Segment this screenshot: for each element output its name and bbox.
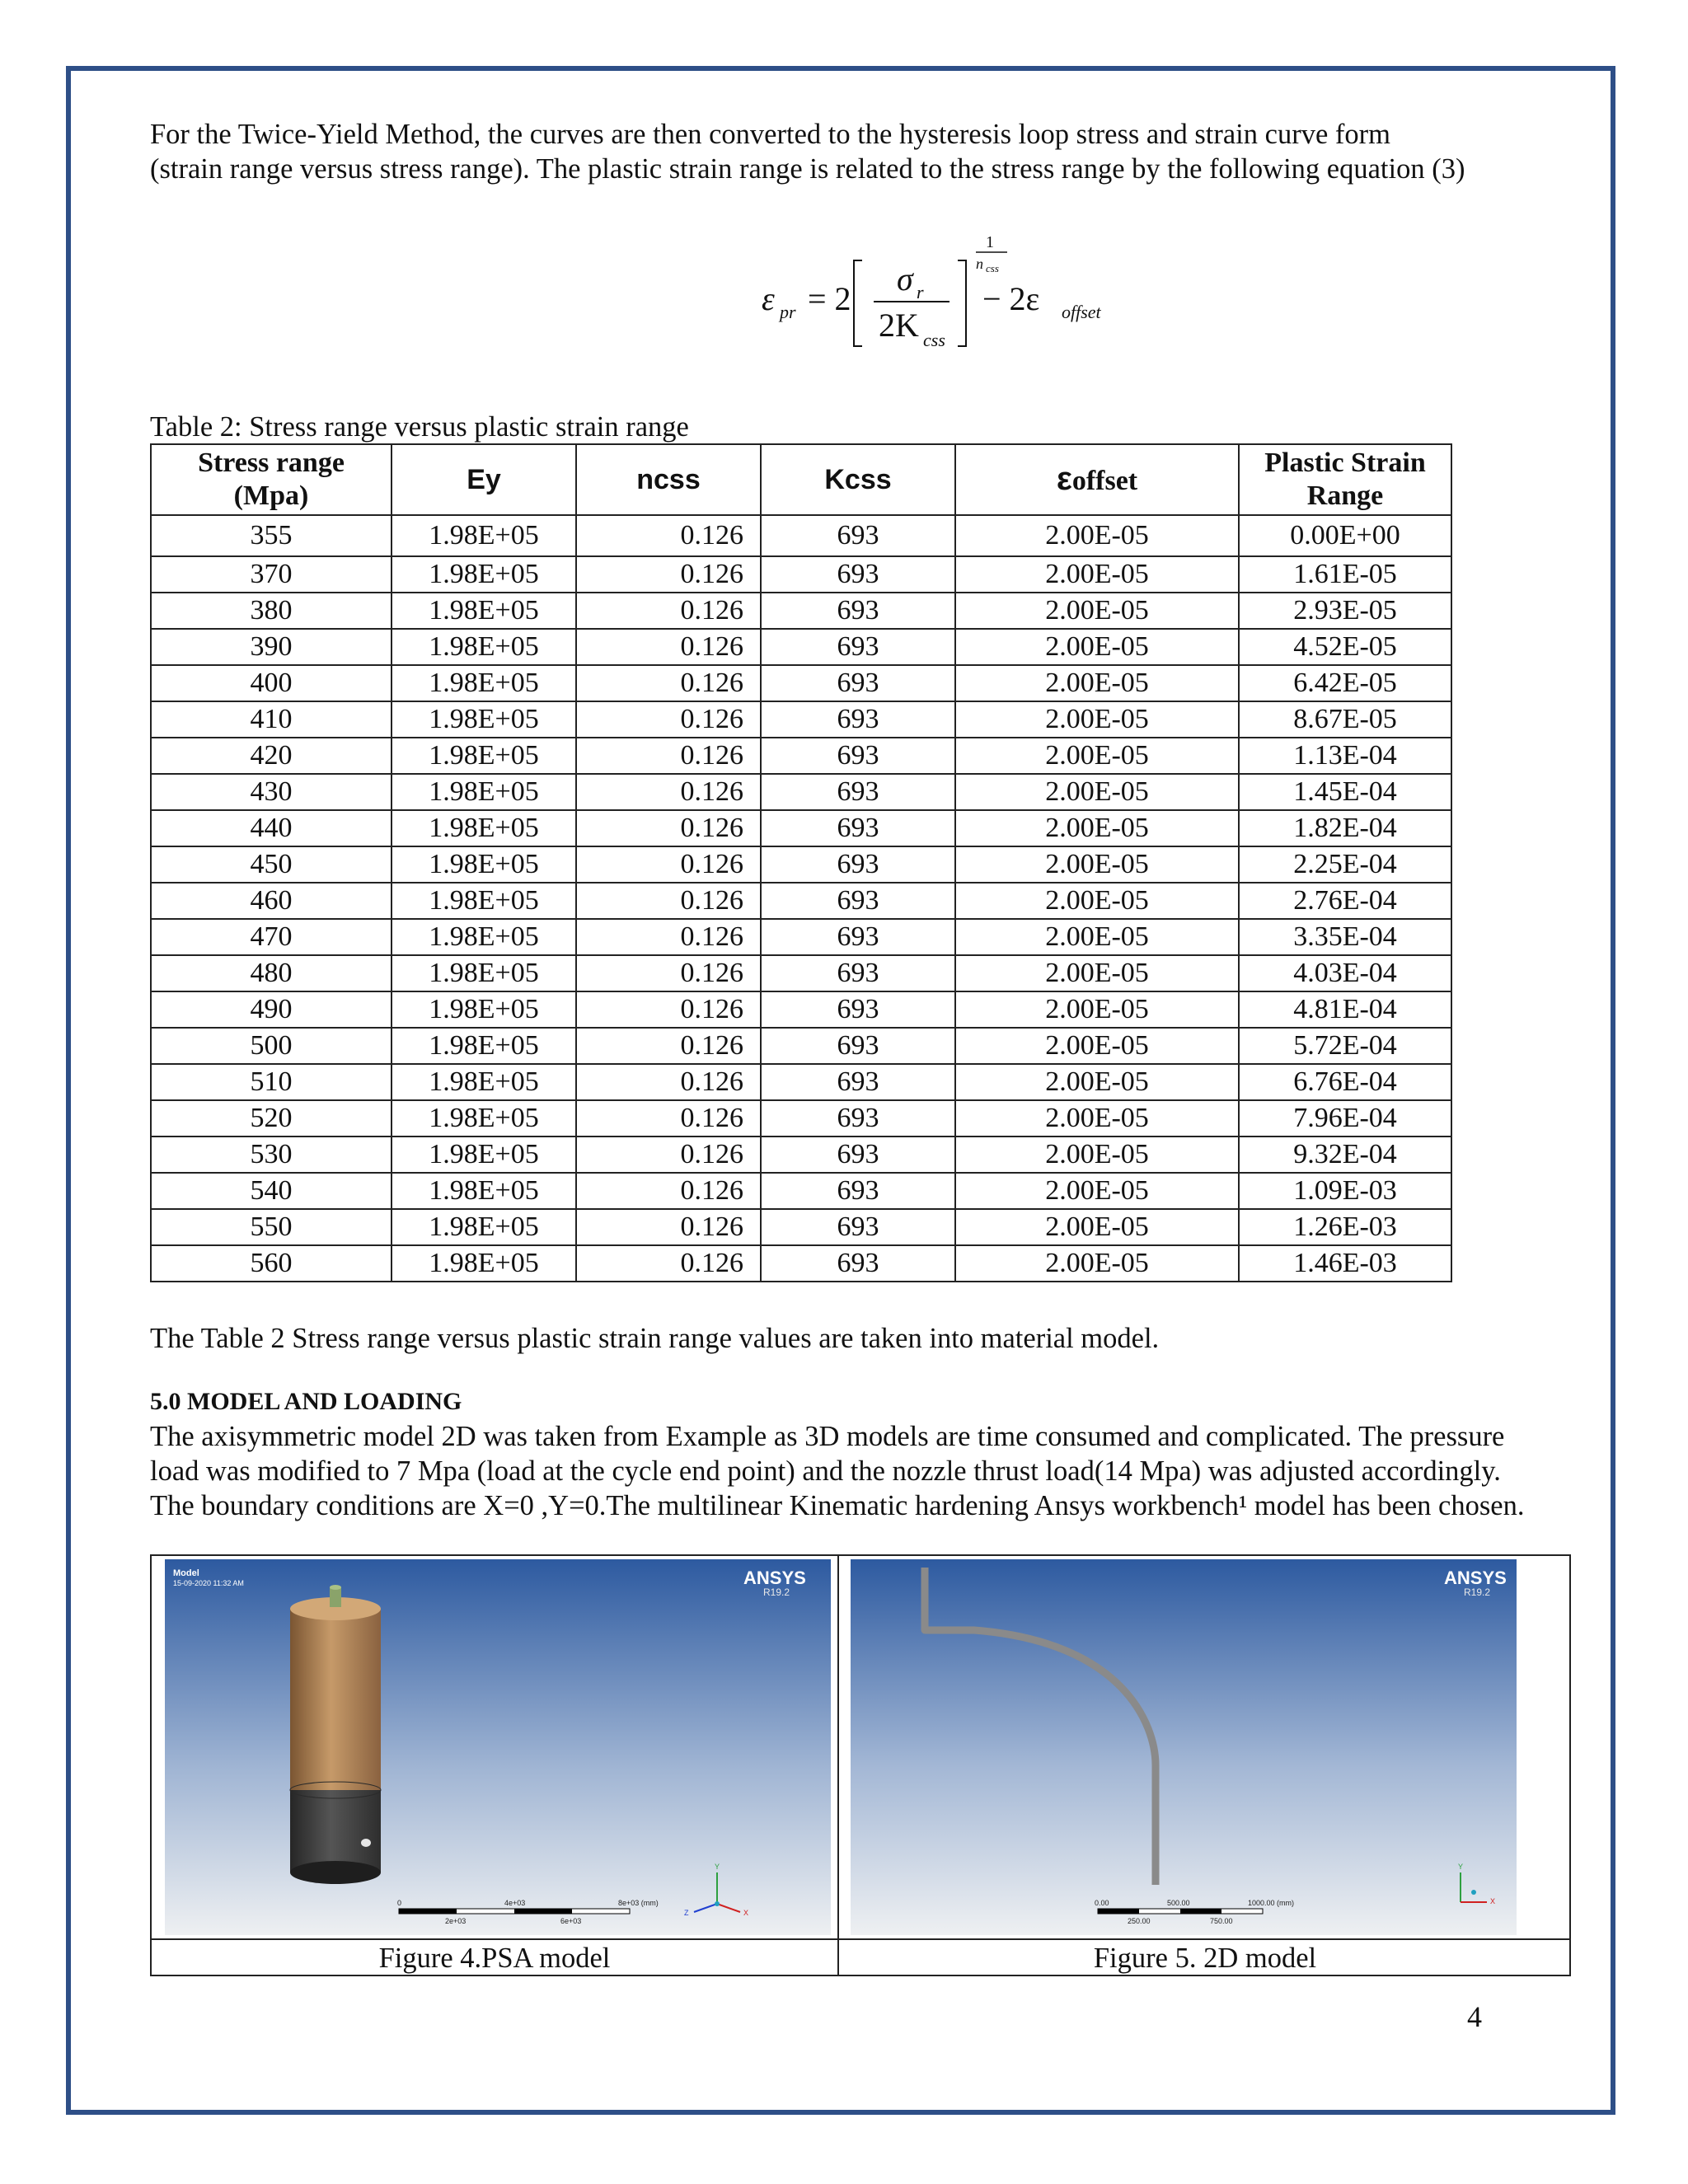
- cell-plastic-strain: 4.52E-05: [1239, 629, 1451, 665]
- cell-ey: 1.98E+05: [392, 1064, 576, 1100]
- cell-epsilon-offset: 2.00E-05: [955, 1245, 1239, 1282]
- scale-bottom-0: 250.00: [1128, 1917, 1151, 1925]
- cell-ey: 1.98E+05: [392, 883, 576, 919]
- eq-offset-sub: offset: [1062, 302, 1101, 322]
- cell-ncss: 0.126: [576, 955, 761, 991]
- cell-plastic-strain: 1.09E-03: [1239, 1173, 1451, 1209]
- cell-stress-range: 410: [151, 701, 392, 738]
- cell-stress-range: 500: [151, 1028, 392, 1064]
- cell-plastic-strain: 1.13E-04: [1239, 738, 1451, 774]
- cell-stress-range: 450: [151, 846, 392, 883]
- scale-bottom-1: 750.00: [1210, 1917, 1233, 1925]
- axis-y-label: Y: [1458, 1863, 1464, 1871]
- cell-epsilon-offset: 2.00E-05: [955, 1173, 1239, 1209]
- eq-sigma-sub: r: [917, 282, 924, 302]
- cell-plastic-strain: 8.67E-05: [1239, 701, 1451, 738]
- table-row: [151, 955, 1451, 991]
- header-stress-range: [151, 444, 392, 515]
- scale-top-0: 0: [397, 1899, 402, 1907]
- header-kcss: Kcss: [761, 444, 955, 515]
- cell-kcss: 693: [761, 774, 955, 810]
- eq-exponent-den-sub: css: [986, 262, 999, 274]
- cell-plastic-strain: 1.61E-05: [1239, 556, 1451, 593]
- cell-ncss: 0.126: [576, 919, 761, 955]
- table-row: [151, 846, 1451, 883]
- figure-caption-rule: [152, 1938, 1569, 1940]
- cell-ey: 1.98E+05: [392, 810, 576, 846]
- cell-ncss: 0.126: [576, 774, 761, 810]
- cell-ncss: 0.126: [576, 593, 761, 629]
- cell-plastic-strain: 9.32E-04: [1239, 1137, 1451, 1173]
- cell-kcss: 693: [761, 1209, 955, 1245]
- table-row: [151, 556, 1451, 593]
- table-row: [151, 701, 1451, 738]
- cell-ncss: 0.126: [576, 1137, 761, 1173]
- cell-epsilon-offset: 2.00E-05: [955, 810, 1239, 846]
- cell-stress-range: 510: [151, 1064, 392, 1100]
- cell-kcss: 693: [761, 593, 955, 629]
- cell-epsilon-offset: 2.00E-05: [955, 919, 1239, 955]
- cell-plastic-strain: 0.00E+00: [1239, 515, 1451, 556]
- cell-kcss: 693: [761, 515, 955, 556]
- scale-top-1: 4e+03: [504, 1899, 526, 1907]
- cell-kcss: 693: [761, 629, 955, 665]
- cell-stress-range: 530: [151, 1137, 392, 1173]
- cell-plastic-strain: 2.93E-05: [1239, 593, 1451, 629]
- header-stress-line1: Stress range: [198, 448, 345, 478]
- cell-ncss: 0.126: [576, 1245, 761, 1282]
- header-plastic-strain: [1239, 444, 1451, 515]
- cell-ncss: 0.126: [576, 629, 761, 665]
- eq-left-bracket: [854, 260, 862, 346]
- eq-denominator: 2K: [879, 307, 919, 344]
- cell-ey: 1.98E+05: [392, 991, 576, 1028]
- cell-kcss: 693: [761, 701, 955, 738]
- cell-ey: 1.98E+05: [392, 1245, 576, 1282]
- model-timestamp: 15-09-2020 11:32 AM: [173, 1579, 244, 1587]
- cell-ncss: 0.126: [576, 701, 761, 738]
- table-row: [151, 1137, 1451, 1173]
- eq-sigma: σ: [897, 260, 913, 298]
- cell-kcss: 693: [761, 738, 955, 774]
- cell-stress-range: 480: [151, 955, 392, 991]
- cell-plastic-strain: 1.45E-04: [1239, 774, 1451, 810]
- cell-stress-range: 400: [151, 665, 392, 701]
- cell-epsilon-offset: 2.00E-05: [955, 846, 1239, 883]
- cell-kcss: 693: [761, 810, 955, 846]
- cell-stress-range: 440: [151, 810, 392, 846]
- cell-ey: 1.98E+05: [392, 593, 576, 629]
- cell-ey: 1.98E+05: [392, 1100, 576, 1137]
- ansys-logo: ANSYS: [743, 1568, 806, 1588]
- cell-kcss: 693: [761, 1100, 955, 1137]
- nozzle: [330, 1587, 341, 1607]
- cell-epsilon-offset: 2.00E-05: [955, 883, 1239, 919]
- cell-stress-range: 460: [151, 883, 392, 919]
- eq-right-bracket: [958, 260, 966, 346]
- eq-exponent-num: 1: [986, 233, 994, 251]
- cell-ncss: 0.126: [576, 991, 761, 1028]
- cell-ncss: 0.126: [576, 738, 761, 774]
- table-row: [151, 1100, 1451, 1137]
- figure-table: [150, 1554, 1571, 1976]
- cell-stress-range: 560: [151, 1245, 392, 1282]
- cell-ey: 1.98E+05: [392, 774, 576, 810]
- cell-kcss: 693: [761, 665, 955, 701]
- cell-epsilon-offset: 2.00E-05: [955, 1137, 1239, 1173]
- cell-epsilon-offset: 2.00E-05: [955, 1064, 1239, 1100]
- table-row: [151, 810, 1451, 846]
- cell-ey: 1.98E+05: [392, 846, 576, 883]
- cell-kcss: 693: [761, 883, 955, 919]
- viewport-background: [851, 1559, 1517, 1935]
- cell-kcss: 693: [761, 991, 955, 1028]
- cell-ey: 1.98E+05: [392, 1137, 576, 1173]
- scale-bottom-1: 6e+03: [560, 1917, 582, 1925]
- cell-epsilon-offset: 2.00E-05: [955, 701, 1239, 738]
- viewport-background: [165, 1559, 831, 1935]
- cell-plastic-strain: 3.35E-04: [1239, 919, 1451, 955]
- cell-kcss: 693: [761, 1028, 955, 1064]
- plastic-strain-equation: [742, 231, 1170, 371]
- cell-stress-range: 380: [151, 593, 392, 629]
- psa-model-render: [165, 1559, 831, 1935]
- intro-paragraph: [150, 117, 1601, 186]
- eq-epsilon-sub: pr: [780, 302, 796, 322]
- cell-plastic-strain: 2.25E-04: [1239, 846, 1451, 883]
- scale-top-0: 0.00: [1095, 1899, 1109, 1907]
- figure-2d-model: [851, 1559, 1526, 1935]
- 2d-model-render: [851, 1559, 1526, 1935]
- cell-ey: 1.98E+05: [392, 1173, 576, 1209]
- cell-ncss: 0.126: [576, 810, 761, 846]
- cell-epsilon-offset: 2.00E-05: [955, 629, 1239, 665]
- figure-psa-model: [165, 1559, 831, 1935]
- ansys-version: R19.2: [763, 1586, 790, 1598]
- cell-kcss: 693: [761, 1245, 955, 1282]
- eq-equals: = 2: [808, 280, 851, 317]
- pressure-vessel: [290, 1585, 381, 1884]
- cell-kcss: 693: [761, 846, 955, 883]
- cell-epsilon-offset: 2.00E-05: [955, 738, 1239, 774]
- header-plastic-line2: Range: [1306, 480, 1384, 511]
- cell-ncss: 0.126: [576, 665, 761, 701]
- section-paragraph: [150, 1419, 1617, 1523]
- cell-ncss: 0.126: [576, 556, 761, 593]
- cell-epsilon-offset: 2.00E-05: [955, 1028, 1239, 1064]
- table-row: [151, 919, 1451, 955]
- cell-ncss: 0.126: [576, 1209, 761, 1245]
- section-heading: 5.0 MODEL AND LOADING: [150, 1388, 462, 1415]
- model-label: Model: [173, 1568, 199, 1578]
- cell-ncss: 0.126: [576, 1028, 761, 1064]
- cell-epsilon-offset: 2.00E-05: [955, 774, 1239, 810]
- cell-plastic-strain: 4.81E-04: [1239, 991, 1451, 1028]
- cell-kcss: 693: [761, 919, 955, 955]
- table-row: [151, 774, 1451, 810]
- cell-kcss: 693: [761, 1137, 955, 1173]
- table-row: [151, 1028, 1451, 1064]
- cell-stress-range: 540: [151, 1173, 392, 1209]
- cell-ncss: 0.126: [576, 515, 761, 556]
- cell-stress-range: 490: [151, 991, 392, 1028]
- scale-bottom-0: 2e+03: [445, 1917, 467, 1925]
- ansys-version: R19.2: [1464, 1586, 1491, 1598]
- cell-plastic-strain: 6.42E-05: [1239, 665, 1451, 701]
- cell-kcss: 693: [761, 556, 955, 593]
- cell-stress-range: 370: [151, 556, 392, 593]
- cell-epsilon-offset: 2.00E-05: [955, 1209, 1239, 1245]
- table-row: [151, 629, 1451, 665]
- cell-ey: 1.98E+05: [392, 1209, 576, 1245]
- axis-y-label: Y: [715, 1863, 720, 1871]
- cell-stress-range: 420: [151, 738, 392, 774]
- table-row: [151, 991, 1451, 1028]
- scale-top-2: 1000.00 (mm): [1248, 1899, 1295, 1907]
- table-row: [151, 738, 1451, 774]
- scale-top-2: 8e+03 (mm): [618, 1899, 659, 1907]
- cell-epsilon-offset: 2.00E-05: [955, 593, 1239, 629]
- intro-line: For the Twice-Yield Method, the curves are then converted to the hysteresis loop stress and strain curve form: [150, 119, 1390, 150]
- axis-x-label: X: [1490, 1897, 1496, 1905]
- cell-ncss: 0.126: [576, 1173, 761, 1209]
- eq-exponent-den: n: [976, 255, 983, 272]
- cell-ey: 1.98E+05: [392, 665, 576, 701]
- table-row: [151, 1245, 1451, 1282]
- figure-divider: [837, 1556, 839, 1975]
- table-row: [151, 515, 1451, 556]
- table-header-row: [151, 444, 1451, 515]
- cell-ey: 1.98E+05: [392, 515, 576, 556]
- cell-ey: 1.98E+05: [392, 701, 576, 738]
- cell-stress-range: 520: [151, 1100, 392, 1137]
- table-row: [151, 883, 1451, 919]
- cell-stress-range: 355: [151, 515, 392, 556]
- eq-epsilon: ε: [762, 280, 775, 317]
- cell-ey: 1.98E+05: [392, 955, 576, 991]
- cell-stress-range: 390: [151, 629, 392, 665]
- section-line: The axisymmetric model 2D was taken from Example as 3D models are time consumed and complicated. The pressure: [150, 1421, 1505, 1452]
- header-epsilon-text: offset: [1071, 465, 1138, 496]
- header-epsilon-offset: [955, 444, 1239, 515]
- cell-plastic-strain: 6.76E-04: [1239, 1064, 1451, 1100]
- cell-stress-range: 430: [151, 774, 392, 810]
- header-ey: Ey: [392, 444, 576, 515]
- eq-denominator-sub: css: [923, 330, 945, 350]
- ansys-logo: ANSYS: [1444, 1568, 1507, 1588]
- axis-z-label: Z: [684, 1909, 689, 1917]
- cell-ncss: 0.126: [576, 883, 761, 919]
- cell-epsilon-offset: 2.00E-05: [955, 955, 1239, 991]
- cell-plastic-strain: 1.46E-03: [1239, 1245, 1451, 1282]
- cell-ncss: 0.126: [576, 846, 761, 883]
- figure-4-caption: Figure 4.PSA model: [378, 1943, 611, 1974]
- cell-ey: 1.98E+05: [392, 919, 576, 955]
- cell-ncss: 0.126: [576, 1100, 761, 1137]
- cell-plastic-strain: 1.26E-03: [1239, 1209, 1451, 1245]
- header-epsilon-symbol: ε: [1056, 460, 1072, 497]
- header-ncss: ncss: [576, 444, 761, 515]
- table-row: [151, 1173, 1451, 1209]
- table-row: [151, 665, 1451, 701]
- cell-plastic-strain: 7.96E-04: [1239, 1100, 1451, 1137]
- section-line: The boundary conditions are X=0 ,Y=0.The multilinear Kinematic hardening Ansys workbench¹ model has been chosen.: [150, 1490, 1525, 1521]
- figure-5-caption: Figure 5. 2D model: [1093, 1943, 1317, 1974]
- cell-plastic-strain: 1.82E-04: [1239, 810, 1451, 846]
- axis-x-label: X: [743, 1909, 749, 1917]
- cell-ey: 1.98E+05: [392, 738, 576, 774]
- cell-ncss: 0.126: [576, 1064, 761, 1100]
- cell-epsilon-offset: 2.00E-05: [955, 556, 1239, 593]
- cell-epsilon-offset: 2.00E-05: [955, 991, 1239, 1028]
- header-stress-line2: (Mpa): [233, 480, 309, 511]
- cell-stress-range: 470: [151, 919, 392, 955]
- cell-kcss: 693: [761, 1173, 955, 1209]
- cell-ey: 1.98E+05: [392, 556, 576, 593]
- cell-plastic-strain: 5.72E-04: [1239, 1028, 1451, 1064]
- cell-epsilon-offset: 2.00E-05: [955, 1100, 1239, 1137]
- eq-offset-term: − 2ε: [982, 280, 1040, 317]
- cell-epsilon-offset: 2.00E-05: [955, 665, 1239, 701]
- cell-plastic-strain: 4.03E-04: [1239, 955, 1451, 991]
- cell-stress-range: 550: [151, 1209, 392, 1245]
- page-number: 4: [1467, 2000, 1482, 2033]
- table-row: [151, 1209, 1451, 1245]
- stress-strain-table: [150, 443, 1452, 1282]
- cell-epsilon-offset: 2.00E-05: [955, 515, 1239, 556]
- table-row: [151, 593, 1451, 629]
- cell-ey: 1.98E+05: [392, 629, 576, 665]
- header-plastic-line1: Plastic Strain: [1264, 448, 1426, 478]
- cell-ey: 1.98E+05: [392, 1028, 576, 1064]
- section-line: load was modified to 7 Mpa (load at the cycle end point) and the nozzle thrust load(14 Mpa) was adjusted accordingly.: [150, 1455, 1501, 1487]
- table-row: [151, 1064, 1451, 1100]
- intro-line: (strain range versus stress range). The plastic strain range is related to the stress range by the following equation (3): [150, 153, 1465, 185]
- table-body: [151, 515, 1451, 1282]
- cell-kcss: 693: [761, 1064, 955, 1100]
- cell-kcss: 693: [761, 955, 955, 991]
- table-note: The Table 2 Stress range versus plastic strain range values are taken into material model.: [150, 1323, 1160, 1354]
- cell-plastic-strain: 2.76E-04: [1239, 883, 1451, 919]
- scale-top-1: 500.00: [1167, 1899, 1190, 1907]
- table-caption: Table 2: Stress range versus plastic strain range: [150, 411, 689, 443]
